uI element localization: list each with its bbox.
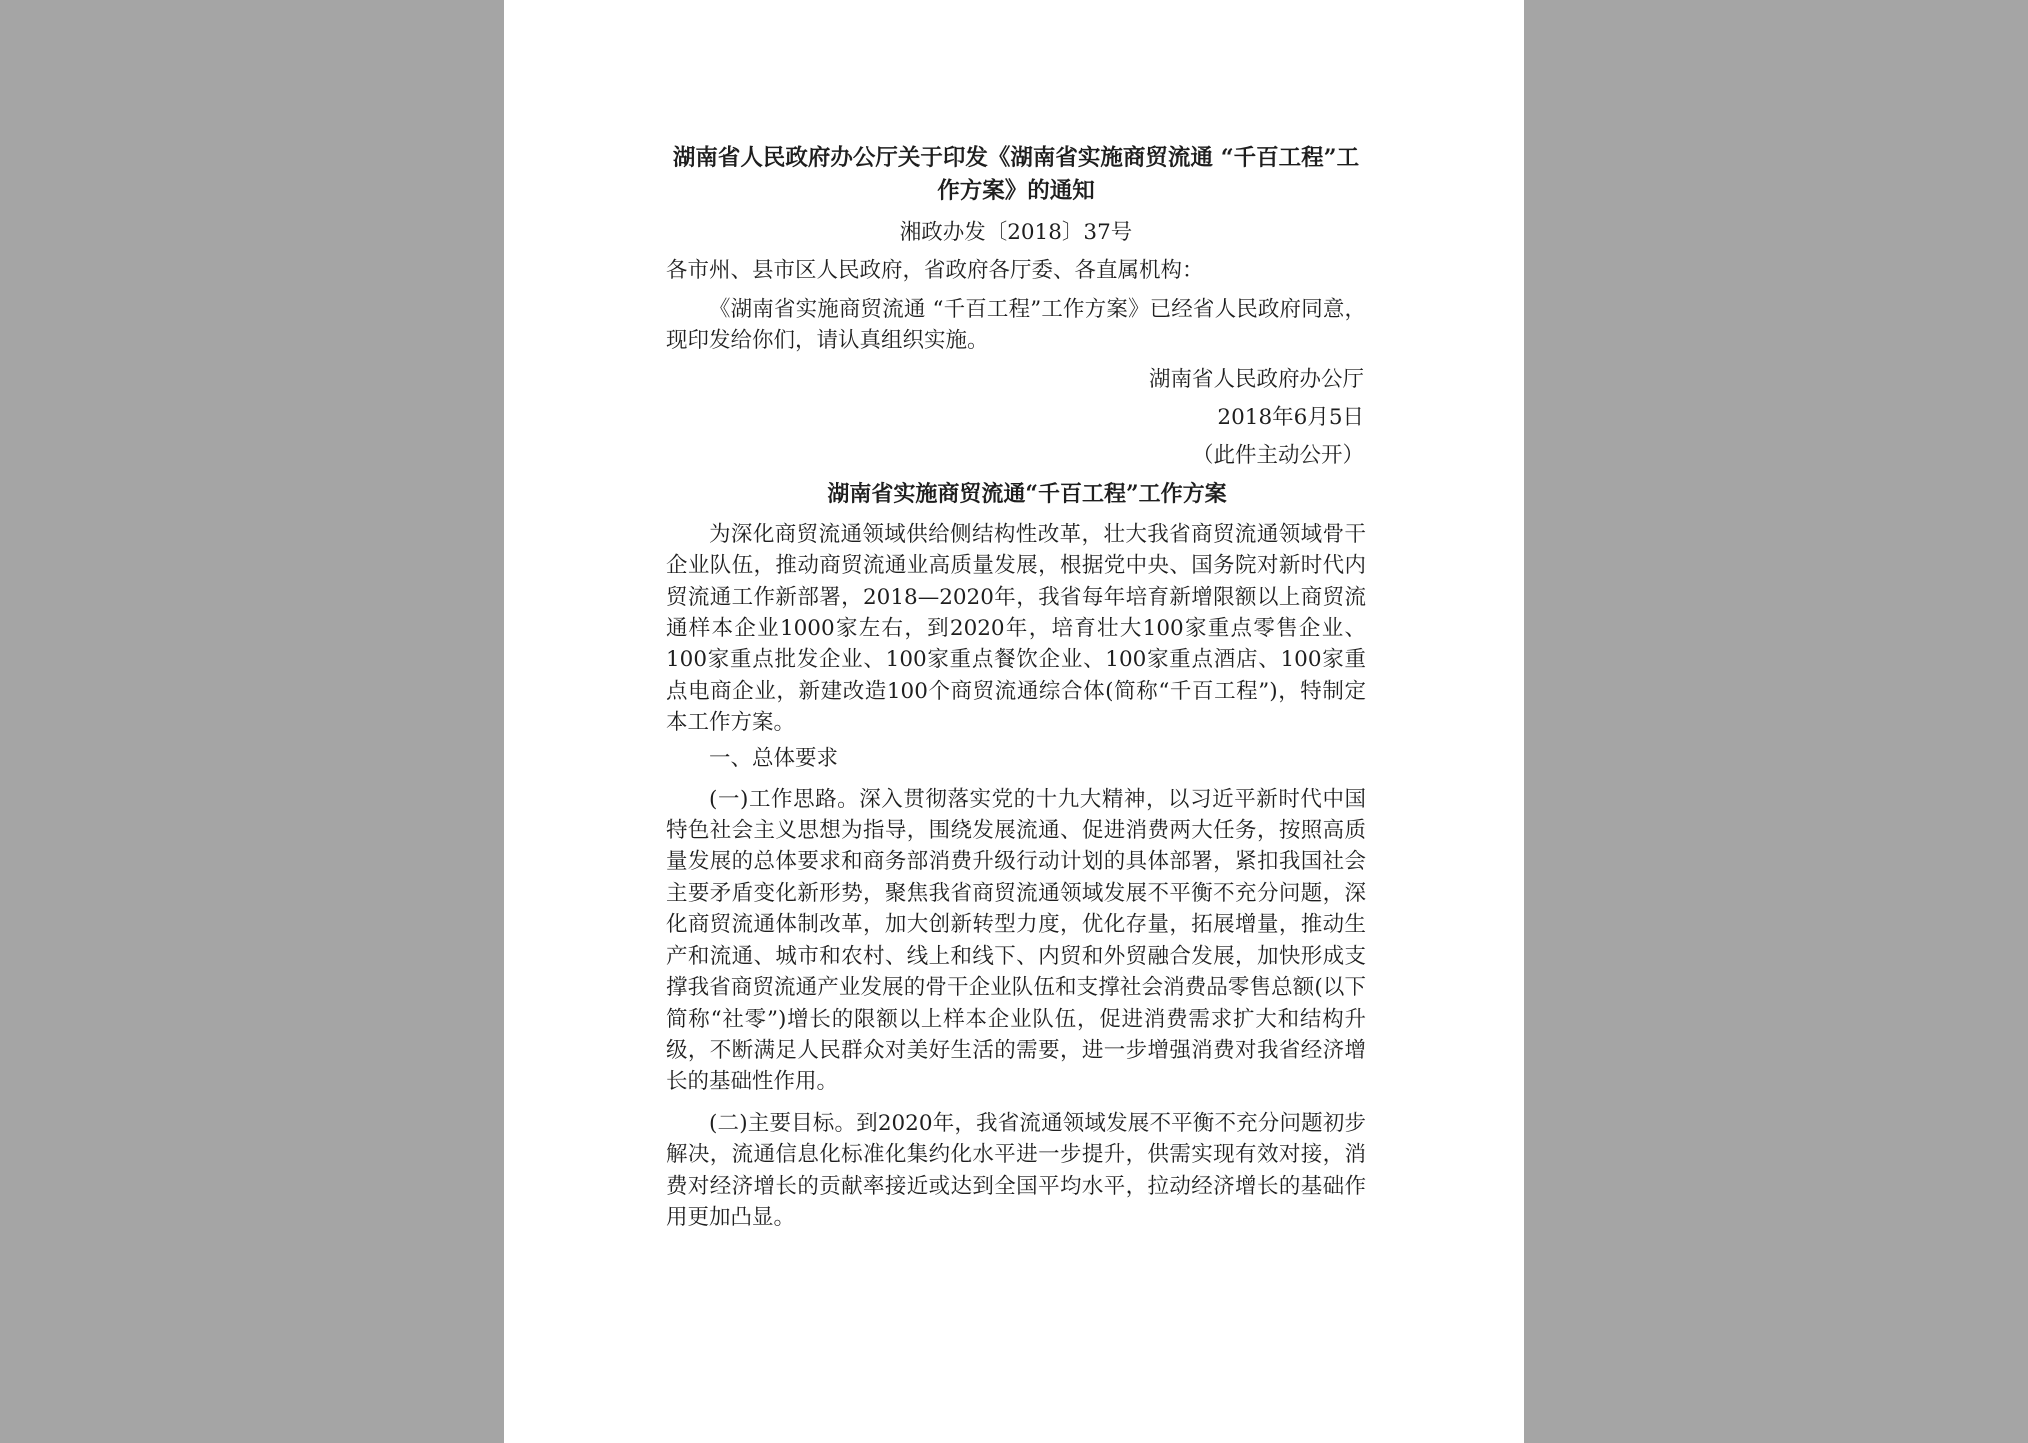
document-content	[666, 142, 1366, 1233]
disclosure-note: （此件主动公开）	[1191, 442, 1364, 468]
document-page	[504, 0, 1524, 1443]
plan-preamble: 为深化商贸流通领域供给侧结构性改革，壮大我省商贸流通领域骨干企业队伍，推动商贸流通业高质量发展，根据党中央、国务院对新时代内贸流通工作新部署，2018—2020年，我省每年培育新增限额以上商贸流通样本企业1000家左右，到2020年，培育壮大100家重点零售企业、100家重点批发企业、100家重点餐饮企业、100家重点酒店、100家重点电商企业，新建改造100个商贸流通综合体(简称“千百工程”)，特制定本工作方案。	[666, 521, 1366, 736]
addressee-line: 各市州、县市区人民政府，省政府各厅委、各直属机构：	[666, 258, 1204, 283]
issuer-signature: 湖南省人民政府办公厅	[1148, 366, 1364, 392]
section-1-2-paragraph: (二)主要目标。到2020年，我省流通领域发展不平衡不充分问题初步解决，流通信息化标准化集约化水平进一步提升，供需实现有效对接，消费对经济增长的贡献率接近或达到全国平均水平，拉动经济增长的基础作用更加凸显。	[666, 1110, 1366, 1230]
issue-date: 2018年6月5日	[1217, 404, 1364, 430]
intro-paragraph: 《湖南省实施商贸流通 “千百工程”工作方案》已经省人民政府同意，现印发给你们，请认真组织实施。	[666, 297, 1366, 354]
section-1-1-paragraph: (一)工作思路。深入贯彻落实党的十九大精神，以习近平新时代中国特色社会主义思想为指导，围绕发展流通、促进消费两大任务，按照高质量发展的总体要求和商务部消费升级行动计划的具体部署，紧扣我国社会主要矛盾变化新形势，聚焦我省商贸流通领域发展不平衡不充分问题，深化商贸流通体制改革，加大创新转型力度，优化存量，拓展增量，推动生产和流通、城市和农村、线上和线下、内贸和外贸融合发展，加快形成支撑我省商贸流通产业发展的骨干企业队伍和支撑社会消费品零售总额(以下简称“社零”)增长的限额以上样本企业队伍，促进消费需求扩大和结构升级，不断满足人民群众对美好生活的需要，进一步增强消费对我省经济增长的基础性作用。	[666, 786, 1366, 1095]
document-number: 湘政办发〔2018〕37号	[899, 220, 1133, 245]
section-heading-1: 一、总体要求	[709, 745, 839, 771]
plan-title: 湖南省实施商贸流通“千百工程”工作方案	[827, 480, 1227, 507]
document-title: 湖南省人民政府办公厅关于印发《湖南省实施商贸流通 “千百工程”工作方案》的通知	[672, 145, 1360, 204]
